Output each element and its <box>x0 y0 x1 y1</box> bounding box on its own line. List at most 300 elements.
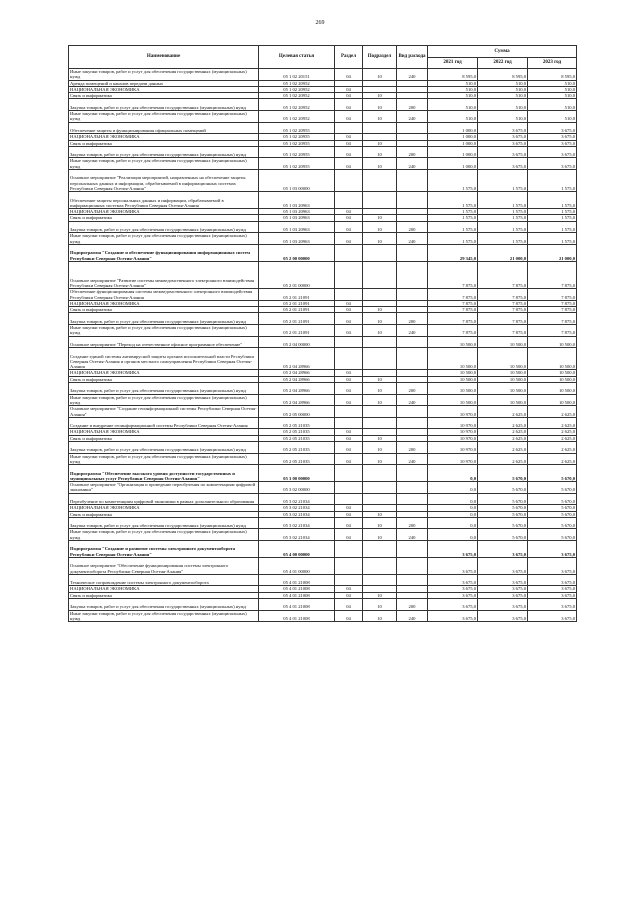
row-section: 04 <box>335 93 363 99</box>
row-sum-2023: 10 500,0 <box>528 370 577 376</box>
row-expense-type: 240 <box>397 394 428 406</box>
row-section: 04 <box>335 383 363 395</box>
header-year-2022: 2022 год <box>478 58 528 69</box>
row-target: 05 2 04 28966 <box>259 394 335 406</box>
row-sum-2021: 3 675,0 <box>428 586 478 592</box>
row-sum-2021: 1 000,0 <box>428 146 478 158</box>
row-sum-2023: 10 500,0 <box>528 383 577 395</box>
row-subsection: 10 <box>363 511 397 517</box>
row-section <box>335 289 363 301</box>
row-sum-2022: 5 670,0 <box>478 517 528 529</box>
row-sum-2022: 2 625,0 <box>478 417 528 429</box>
row-name: Основное мероприятие "Создание геоинформационной системы Республики Северная Осетия-Алания" <box>70 406 257 417</box>
row-sum-2023: 7 875,0 <box>528 289 577 301</box>
row-sum-2021: 510,0 <box>428 86 478 92</box>
table-row <box>69 192 577 209</box>
page-number: 269 <box>315 20 325 26</box>
row-section: 04 <box>335 111 363 123</box>
row-target: 05 1 02 20955 <box>259 158 335 170</box>
row-sum-2021: 1 000,0 <box>428 158 478 170</box>
row-target: 05 1 02 20955 <box>259 140 335 146</box>
row-subsection <box>363 348 397 370</box>
table-row <box>69 289 577 301</box>
row-section: 04 <box>335 209 363 215</box>
row-section: 04 <box>335 69 363 81</box>
row-sum-2023: 1 575,0 <box>528 192 577 209</box>
row-target: 05 2 01 21091 <box>259 289 335 301</box>
table-row <box>69 465 577 482</box>
row-expense-type: 200 <box>397 146 428 158</box>
row-section: 04 <box>335 370 363 376</box>
row-expense-type <box>397 336 428 348</box>
row-name: Связь и информатика <box>69 511 259 517</box>
row-subsection <box>363 122 397 134</box>
row-section <box>335 557 363 574</box>
row-target: 05 2 01 21091 <box>259 325 335 337</box>
row-section: 04 <box>335 376 363 382</box>
row-name: НАЦИОНАЛЬНАЯ ЭКОНОМИКА <box>69 429 259 435</box>
row-sum-2021: 1 575,0 <box>428 170 478 192</box>
row-section: 04 <box>335 325 363 337</box>
row-section <box>335 244 363 261</box>
table-row <box>69 313 577 325</box>
row-sum-2023: 3 675,0 <box>528 599 577 611</box>
table-row <box>69 170 577 192</box>
row-target: 05 4 01 21008 <box>259 592 335 598</box>
row-sum-2022: 10 500,0 <box>478 336 528 348</box>
row-subsection: 10 <box>363 146 397 158</box>
row-sum-2021: 510,0 <box>428 80 478 86</box>
row-section: 04 <box>335 158 363 170</box>
row-sum-2021: 0,0 <box>428 493 478 505</box>
row-sum-2023: 510,0 <box>528 80 577 86</box>
row-sum-2021: 3 675,0 <box>428 592 478 598</box>
row-name: Связь и информатика <box>69 376 259 382</box>
row-sum-2021: 0,0 <box>428 511 478 517</box>
row-subsection: 10 <box>363 383 397 395</box>
row-expense-type: 240 <box>397 69 428 81</box>
row-name: Подпрограмма "Создание и развитие системы электронного документооборота Республики Северная Осетия-Алания" <box>69 541 259 558</box>
row-section: 04 <box>335 442 363 454</box>
row-sum-2023: 5 670,0 <box>528 493 577 505</box>
row-sum-2021: 10 970,0 <box>428 406 478 418</box>
row-sum-2022: 5 670,0 <box>478 482 528 494</box>
row-target: 05 3 02 21034 <box>259 517 335 529</box>
table-row <box>69 336 577 348</box>
row-expense-type: 240 <box>397 610 428 622</box>
row-sum-2021: 10 970,0 <box>428 442 478 454</box>
row-sum-2022: 1 575,0 <box>478 221 528 233</box>
row-section: 04 <box>335 134 363 140</box>
row-section: 04 <box>335 599 363 611</box>
row-section: 04 <box>335 505 363 511</box>
row-expense-type <box>397 406 428 418</box>
row-sum-2022: 1 575,0 <box>478 170 528 192</box>
row-sum-2021: 3 675,0 <box>428 599 478 611</box>
row-sum-2023: 1 575,0 <box>528 215 577 221</box>
row-target: 05 3 02 00000 <box>259 482 335 494</box>
row-name: Подпрограмма "Обеспечение высокого уровня доступности государственных и муниципальных услуг Республики Северная Осетия-Алания" <box>69 465 259 482</box>
row-section: 04 <box>335 146 363 158</box>
row-sum-2021: 0,0 <box>428 529 478 541</box>
row-subsection: 10 <box>363 93 397 99</box>
row-section <box>335 336 363 348</box>
row-expense-type: 200 <box>397 517 428 529</box>
row-subsection <box>363 557 397 574</box>
table-row <box>69 574 577 586</box>
row-sum-2023: 5 670,0 <box>528 505 577 511</box>
row-sum-2023: 21 000,0 <box>528 244 577 261</box>
row-sum-2022: 1 575,0 <box>478 192 528 209</box>
row-sum-2022: 3 675,0 <box>478 146 528 158</box>
row-sum-2023: 10 500,0 <box>528 394 577 406</box>
table-row <box>69 383 577 395</box>
row-section <box>335 541 363 558</box>
row-name: Основное мероприятие "Переход на отечественное офисное программное обеспечение" <box>69 336 259 348</box>
row-subsection: 10 <box>363 599 397 611</box>
row-name: Основное мероприятие "Обеспечение функционирования системы электронного документооборота Республики Северная Осетия-Алания" <box>69 557 259 574</box>
row-sum-2023: 2 625,0 <box>528 429 577 435</box>
row-section <box>335 261 363 289</box>
row-sum-2021: 1 000,0 <box>428 134 478 140</box>
row-name: Аренда помещений и каналов передачи данных <box>69 80 259 86</box>
row-sum-2022: 10 500,0 <box>478 394 528 406</box>
row-expense-type <box>397 122 428 134</box>
row-expense-type: 200 <box>397 599 428 611</box>
row-target: 05 1 02 20151 <box>259 69 335 81</box>
row-name: Иные закупки товаров, работ и услуг для обеспечения государственных (муниципальных) нужд <box>69 158 259 170</box>
row-sum-2023: 3 675,0 <box>528 610 577 622</box>
row-sum-2023: 2 625,0 <box>528 417 577 429</box>
row-sum-2023: 8 595,0 <box>528 69 577 81</box>
row-target: 05 3 02 21034 <box>259 493 335 505</box>
row-target: 05 4 01 21008 <box>259 610 335 622</box>
row-name: Связь и информатика <box>69 435 259 441</box>
row-subsection <box>363 170 397 192</box>
row-name: Обеспечение защиты персональных данных и информации, обрабатываемой в информационных системах Республики Северная Осетия-Алания <box>69 192 259 209</box>
table-row <box>69 599 577 611</box>
row-sum-2021: 1 575,0 <box>428 215 478 221</box>
row-name: Основное мероприятие "Развитие системы межведомственного электронного взаимодействия Республики Северная Осетия-Алания" <box>69 261 259 289</box>
row-subsection <box>363 244 397 261</box>
row-subsection: 10 <box>363 221 397 233</box>
row-sum-2021: 3 675,0 <box>428 610 478 622</box>
row-target: 05 1 02 20955 <box>259 134 335 140</box>
row-subsection <box>363 574 397 586</box>
row-section: 04 <box>335 529 363 541</box>
row-name: Иные закупки товаров, работ и услуг для обеспечения государственных (муниципальных) нужд <box>69 394 259 406</box>
table-row <box>69 221 577 233</box>
row-sum-2023: 3 675,0 <box>528 134 577 140</box>
row-target: 05 2 05 21035 <box>259 435 335 441</box>
header-section: Раздел <box>335 46 363 69</box>
row-sum-2022: 7 875,0 <box>478 261 528 289</box>
row-sum-2021: 1 000,0 <box>428 140 478 146</box>
row-sum-2023: 2 625,0 <box>528 406 577 418</box>
row-subsection: 10 <box>363 529 397 541</box>
row-sum-2023: 1 575,0 <box>528 209 577 215</box>
row-name: Создание единой системы антивирусной защиты органов исполнительной власти Республики Северная Осетия-Алания и органов местного самоуправления Республики Северная Осетия-Алания <box>69 348 259 370</box>
row-sum-2021: 7 875,0 <box>428 307 478 313</box>
row-sum-2021: 510,0 <box>428 93 478 99</box>
row-sum-2021: 510,0 <box>428 111 478 123</box>
table-row <box>69 453 577 465</box>
row-target: 05 2 01 21091 <box>259 313 335 325</box>
row-name: НАЦИОНАЛЬНАЯ ЭКОНОМИКА <box>69 86 259 92</box>
header-subsection: Подраздел <box>363 46 397 69</box>
table-body <box>69 69 577 622</box>
table-row <box>69 146 577 158</box>
row-target: 05 2 01 00000 <box>259 261 335 289</box>
row-name: Закупка товаров, работ и услуг для обеспечения государственных (муниципальных) нужд <box>69 517 259 529</box>
row-sum-2023: 5 670,0 <box>528 517 577 529</box>
row-sum-2022: 3 675,0 <box>478 557 528 574</box>
row-sum-2023: 7 875,0 <box>528 313 577 325</box>
row-sum-2022: 10 500,0 <box>478 376 528 382</box>
row-sum-2021: 0,0 <box>428 482 478 494</box>
row-subsection <box>363 192 397 209</box>
row-sum-2021: 8 595,0 <box>428 69 478 81</box>
row-name: Связь и информатика <box>69 592 259 598</box>
row-name: НАЦИОНАЛЬНАЯ ЭКОНОМИКА <box>69 209 259 215</box>
row-name: Подпрограмма "Создание и обеспечение функционирования информационных систем Республики Северная Осетия-Алания" <box>69 244 259 261</box>
row-name: Связь и информатика <box>69 307 259 313</box>
row-sum-2021: 10 500,0 <box>428 376 478 382</box>
row-sum-2022: 2 625,0 <box>478 453 528 465</box>
table-row <box>69 406 577 418</box>
row-sum-2023: 5 670,0 <box>528 482 577 494</box>
row-section <box>335 493 363 505</box>
row-expense-type <box>397 192 428 209</box>
row-section <box>335 406 363 418</box>
row-sum-2023: 1 575,0 <box>528 170 577 192</box>
table-row <box>69 442 577 454</box>
row-sum-2022: 3 675,0 <box>478 134 528 140</box>
row-subsection: 10 <box>363 233 397 245</box>
row-target: 05 1 02 20955 <box>259 146 335 158</box>
row-sum-2023: 3 675,0 <box>528 122 577 134</box>
row-target: 05 1 02 20952 <box>259 80 335 86</box>
row-name: Техническое сопровождение системы электронного документооборота <box>69 574 259 586</box>
row-name: Иные закупки товаров, работ и услуг для обеспечения государственных (муниципальных) нужд <box>69 69 259 81</box>
row-expense-type <box>397 170 428 192</box>
row-subsection <box>363 289 397 301</box>
row-name: Закупка товаров, работ и услуг для обеспечения государственных (муниципальных) нужд <box>69 442 259 454</box>
row-sum-2022: 10 500,0 <box>478 348 528 370</box>
row-subsection <box>363 417 397 429</box>
row-section: 04 <box>335 313 363 325</box>
row-sum-2022: 2 625,0 <box>478 435 528 441</box>
table-row <box>69 610 577 622</box>
row-sum-2021: 10 500,0 <box>428 336 478 348</box>
table-row <box>69 529 577 541</box>
table-row <box>69 244 577 261</box>
row-name: Основное мероприятие "Организация и проведение переобучения по компетенциям цифровой экономики" <box>69 482 259 494</box>
row-name: Иные закупки товаров, работ и услуг для обеспечения государственных (муниципальных) нужд <box>69 233 259 245</box>
row-sum-2022: 1 575,0 <box>478 209 528 215</box>
row-name: Обеспечение функционирования системы межведомственного электронного взаимодействия Республики Северная Осетия-Алания <box>69 289 259 301</box>
row-target: 05 4 00 00000 <box>259 541 335 558</box>
row-sum-2022: 3 675,0 <box>478 586 528 592</box>
row-name: Основное мероприятие "Реализация мероприятий, направленных на обеспечение защиты персональных данных и информации, обрабатываемой в информационных системах Республики Северная Осетия-Алания" <box>69 170 259 192</box>
row-target: 05 2 05 21035 <box>259 417 335 429</box>
row-target: 05 1 02 20955 <box>259 122 335 134</box>
row-sum-2023: 5 670,0 <box>528 465 577 482</box>
row-sum-2022: 7 875,0 <box>478 289 528 301</box>
row-sum-2023: 510,0 <box>528 111 577 123</box>
row-target: 05 2 04 28966 <box>259 348 335 370</box>
row-sum-2021: 0,0 <box>428 465 478 482</box>
row-sum-2023: 2 625,0 <box>528 453 577 465</box>
row-sum-2022: 3 675,0 <box>478 610 528 622</box>
row-sum-2023: 3 675,0 <box>528 140 577 146</box>
header-name: Наименование <box>69 46 259 69</box>
row-name: Обеспечение защиты и функционирования официальных помещений <box>69 122 259 134</box>
row-sum-2022: 3 675,0 <box>478 592 528 598</box>
row-sum-2022: 7 875,0 <box>478 313 528 325</box>
row-section <box>335 574 363 586</box>
header-year-2023: 2023 год <box>528 58 577 69</box>
row-sum-2021: 10 970,0 <box>428 429 478 435</box>
row-name: Закупка товаров, работ и услуг для обеспечения государственных (муниципальных) нужд <box>69 599 259 611</box>
row-expense-type: 240 <box>397 325 428 337</box>
row-section <box>335 348 363 370</box>
row-subsection: 10 <box>363 325 397 337</box>
table-row <box>69 261 577 289</box>
row-name: Иные закупки товаров, работ и услуг для обеспечения государственных (муниципальных) нужд <box>69 325 259 337</box>
row-section: 04 <box>335 215 363 221</box>
row-expense-type: 200 <box>397 442 428 454</box>
row-sum-2021: 0,0 <box>428 505 478 511</box>
row-target: 05 1 03 20963 <box>259 209 335 215</box>
row-target: 05 2 05 21035 <box>259 442 335 454</box>
header-sum: Сумма <box>428 46 577 58</box>
row-sum-2021: 3 675,0 <box>428 541 478 558</box>
row-expense-type: 240 <box>397 111 428 123</box>
header-target: Целевая статья <box>259 46 335 69</box>
row-target: 05 1 03 00000 <box>259 170 335 192</box>
row-target: 05 1 03 20963 <box>259 221 335 233</box>
row-sum-2021: 10 500,0 <box>428 383 478 395</box>
table-row <box>69 111 577 123</box>
row-sum-2022: 10 500,0 <box>478 383 528 395</box>
row-target: 05 1 02 20952 <box>259 99 335 111</box>
row-target: 05 4 01 21008 <box>259 586 335 592</box>
row-expense-type: 200 <box>397 313 428 325</box>
row-target: 05 3 02 21034 <box>259 511 335 517</box>
row-sum-2022: 10 500,0 <box>478 370 528 376</box>
row-subsection: 10 <box>363 592 397 598</box>
row-sum-2021: 10 500,0 <box>428 370 478 376</box>
table-row <box>69 158 577 170</box>
row-subsection <box>363 482 397 494</box>
row-subsection: 10 <box>363 99 397 111</box>
row-expense-type <box>397 574 428 586</box>
row-sum-2022: 3 675,0 <box>478 599 528 611</box>
row-sum-2023: 7 875,0 <box>528 307 577 313</box>
row-section <box>335 417 363 429</box>
row-expense-type: 240 <box>397 158 428 170</box>
row-sum-2023: 3 675,0 <box>528 592 577 598</box>
row-subsection: 10 <box>363 376 397 382</box>
row-sum-2022: 7 875,0 <box>478 300 528 306</box>
row-section: 04 <box>335 586 363 592</box>
table-row <box>69 233 577 245</box>
row-target: 05 2 04 28966 <box>259 376 335 382</box>
row-section <box>335 192 363 209</box>
row-name: НАЦИОНАЛЬНАЯ ЭКОНОМИКА <box>69 586 259 592</box>
row-sum-2023: 2 625,0 <box>528 442 577 454</box>
row-sum-2022: 2 625,0 <box>478 406 528 418</box>
row-target: 05 2 05 00000 <box>259 406 335 418</box>
row-section <box>335 465 363 482</box>
table-row <box>69 69 577 81</box>
row-sum-2022: 510,0 <box>478 80 528 86</box>
row-sum-2023: 10 500,0 <box>528 348 577 370</box>
row-expense-type <box>397 348 428 370</box>
row-subsection: 10 <box>363 307 397 313</box>
row-expense-type <box>397 261 428 289</box>
row-section: 04 <box>335 429 363 435</box>
row-sum-2021: 3 675,0 <box>428 574 478 586</box>
table-row <box>69 557 577 574</box>
row-sum-2022: 7 875,0 <box>478 307 528 313</box>
table-row <box>69 348 577 370</box>
row-subsection <box>363 336 397 348</box>
row-sum-2022: 510,0 <box>478 86 528 92</box>
row-expense-type: 200 <box>397 99 428 111</box>
row-sum-2022: 5 670,0 <box>478 493 528 505</box>
row-sum-2023: 10 500,0 <box>528 336 577 348</box>
row-sum-2022: 8 595,0 <box>478 69 528 81</box>
row-subsection: 10 <box>363 140 397 146</box>
table-row <box>69 493 577 505</box>
row-name: Связь и информатика <box>69 215 259 221</box>
row-sum-2021: 10 500,0 <box>428 348 478 370</box>
row-subsection: 10 <box>363 215 397 221</box>
row-sum-2023: 3 675,0 <box>528 541 577 558</box>
row-sum-2022: 3 675,0 <box>478 140 528 146</box>
table-row <box>69 482 577 494</box>
row-name: Закупка товаров, работ и услуг для обеспечения государственных (муниципальных) нужд <box>69 313 259 325</box>
row-sum-2023: 1 575,0 <box>528 233 577 245</box>
row-sum-2021: 1 575,0 <box>428 233 478 245</box>
row-name: НАЦИОНАЛЬНАЯ ЭКОНОМИКА <box>69 505 259 511</box>
row-expense-type <box>397 557 428 574</box>
row-sum-2021: 10 970,0 <box>428 453 478 465</box>
row-sum-2021: 10 500,0 <box>428 394 478 406</box>
row-section: 04 <box>335 435 363 441</box>
row-name: Иные закупки товаров, работ и услуг для обеспечения государственных (муниципальных) нужд <box>69 610 259 622</box>
row-sum-2023: 2 625,0 <box>528 435 577 441</box>
row-sum-2023: 5 670,0 <box>528 511 577 517</box>
row-subsection: 10 <box>363 313 397 325</box>
row-name: НАЦИОНАЛЬНАЯ ЭКОНОМИКА <box>69 370 259 376</box>
row-sum-2023: 7 875,0 <box>528 261 577 289</box>
row-expense-type: 240 <box>397 529 428 541</box>
row-name: Иные закупки товаров, работ и услуг для обеспечения государственных (муниципальных) нужд <box>69 529 259 541</box>
budget-table <box>68 45 577 622</box>
row-section: 04 <box>335 517 363 529</box>
row-expense-type: 240 <box>397 453 428 465</box>
row-target: 05 1 02 20952 <box>259 93 335 99</box>
row-expense-type <box>397 541 428 558</box>
row-section: 04 <box>335 221 363 233</box>
row-sum-2021: 0,0 <box>428 517 478 529</box>
row-sum-2022: 5 670,0 <box>478 505 528 511</box>
row-name: НАЦИОНАЛЬНАЯ ЭКОНОМИКА <box>69 300 259 306</box>
row-sum-2022: 510,0 <box>478 93 528 99</box>
